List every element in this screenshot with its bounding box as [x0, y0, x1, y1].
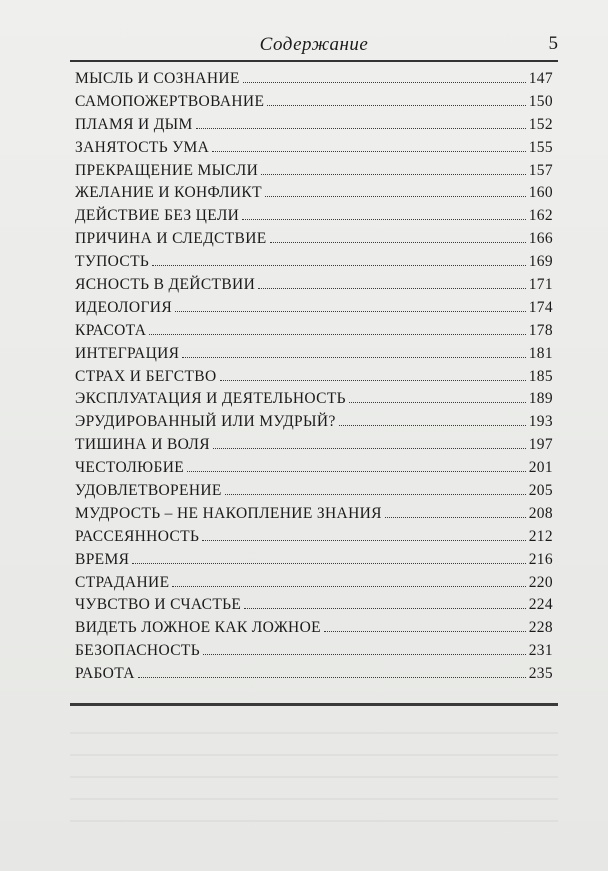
toc-entry-page: 212 [528, 527, 553, 545]
header-divider [70, 60, 558, 62]
toc-entry-page: 174 [528, 298, 553, 316]
toc-entry [75, 642, 553, 665]
toc-entry-page: 171 [528, 276, 553, 294]
bottom-divider [70, 703, 558, 706]
toc-entry-page: 169 [528, 253, 553, 271]
toc-entry-title: ДЕЙСТВИЕ БЕЗ ЦЕЛИ [75, 207, 240, 225]
toc-entry-page: 216 [528, 550, 553, 568]
toc-entry [75, 436, 553, 459]
toc-entry [75, 574, 553, 597]
page-title: Содержание [259, 34, 369, 55]
toc-entry [75, 253, 553, 276]
toc-entry-title: ТИШИНА И ВОЛЯ [75, 436, 210, 454]
toc-entry-title: УДОВЛЕТВОРЕНИЕ [75, 482, 222, 500]
dot-leader [182, 357, 525, 358]
toc-entry [75, 551, 553, 574]
toc-entry-title: РАБОТА [75, 665, 135, 683]
dot-leader [203, 654, 526, 655]
toc-entry-page: 189 [528, 390, 553, 408]
dot-leader [172, 586, 525, 587]
toc-entry [75, 299, 553, 322]
toc-entry-title: ИНТЕГРАЦИЯ [75, 344, 180, 362]
toc-entry-page: 160 [528, 184, 553, 202]
toc-entry-title: СТРАХ И БЕГСТВО [75, 367, 217, 385]
toc-entry-page: 220 [528, 573, 553, 591]
toc-entry-page: 231 [528, 642, 553, 660]
dot-leader [213, 448, 526, 449]
toc-entry [75, 619, 553, 642]
toc-entry [75, 596, 553, 619]
toc-entry [75, 390, 553, 413]
page-number: 5 [548, 33, 558, 54]
toc-entry-title: СТРАДАНИЕ [75, 573, 170, 591]
dot-leader [349, 402, 526, 403]
toc-entry-title: ЖЕЛАНИЕ И КОНФЛИКТ [75, 184, 262, 202]
dot-leader [225, 494, 526, 495]
toc-entry-title: КРАСОТА [75, 321, 147, 339]
dot-leader [152, 265, 526, 266]
dot-leader [258, 288, 526, 289]
dot-leader [385, 517, 526, 518]
dot-leader [261, 174, 525, 175]
toc-entry-page: 185 [528, 367, 553, 385]
toc-entry-title: МУДРОСТЬ – НЕ НАКОПЛЕНИЕ ЗНАНИЯ [75, 504, 382, 522]
toc-entry [75, 459, 553, 482]
toc-entry-page: 178 [528, 321, 553, 339]
toc-entry [75, 368, 553, 391]
toc-entry [75, 345, 553, 368]
toc-entry-title: ЧЕСТОЛЮБИЕ [75, 459, 185, 477]
toc-entry-page: 147 [528, 70, 553, 87]
toc-entry [75, 184, 553, 207]
dot-leader [242, 219, 525, 220]
dot-leader [244, 608, 525, 609]
dot-leader [243, 82, 526, 83]
toc-entry [75, 162, 553, 185]
toc-entry [75, 528, 553, 551]
dot-leader [202, 540, 525, 541]
toc-entry-title: ПРЕКРАЩЕНИЕ МЫСЛИ [75, 161, 259, 179]
dot-leader [339, 425, 526, 426]
dot-leader [265, 196, 526, 197]
toc-entry-page: 166 [528, 230, 553, 248]
dot-leader [220, 380, 526, 381]
toc-entry-title: МЫСЛЬ И СОЗНАНИЕ [75, 70, 240, 87]
toc-entry-title: ВРЕМЯ [75, 550, 130, 568]
running-header [70, 30, 558, 60]
toc-entry [75, 413, 553, 436]
toc-entry-page: 228 [528, 619, 553, 637]
toc-entry-title: ИДЕОЛОГИЯ [75, 298, 173, 316]
toc-entry-title: ЯСНОСТЬ В ДЕЙСТВИИ [75, 276, 256, 294]
toc-entry-page: 235 [528, 665, 553, 683]
toc-entry-title: САМОПОЖЕРТВОВАНИЕ [75, 92, 265, 110]
toc-entry-page: 150 [528, 92, 553, 110]
toc-entry [75, 116, 553, 139]
toc-entry-page: 205 [528, 482, 553, 500]
toc-entry-page: 155 [528, 138, 553, 156]
toc-entry-page: 224 [528, 596, 553, 614]
toc-entry [75, 70, 553, 93]
toc-entry-page: 157 [528, 161, 553, 179]
dot-leader [175, 311, 526, 312]
dot-leader [212, 151, 525, 152]
dot-leader [324, 631, 526, 632]
toc-entry-page: 162 [528, 207, 553, 225]
toc-entry-page: 201 [528, 459, 553, 477]
toc-entry-title: ЗАНЯТОСТЬ УМА [75, 138, 210, 156]
toc-entry [75, 230, 553, 253]
toc-entry-title: РАССЕЯННОСТЬ [75, 527, 200, 545]
toc-entry [75, 322, 553, 345]
table-of-contents [75, 70, 553, 688]
toc-entry-title: ПЛАМЯ И ДЫМ [75, 115, 193, 133]
toc-entry [75, 276, 553, 299]
toc-entry [75, 665, 553, 688]
toc-entry [75, 505, 553, 528]
toc-entry-page: 152 [528, 115, 553, 133]
toc-entry-page: 197 [528, 436, 553, 454]
toc-entry-title: ВИДЕТЬ ЛОЖНОЕ КАК ЛОЖНОЕ [75, 619, 321, 637]
dot-leader [132, 563, 525, 564]
dot-leader [138, 677, 526, 678]
toc-entry-title: ЧУВСТВО И СЧАСТЬЕ [75, 596, 242, 614]
toc-entry-page: 181 [528, 344, 553, 362]
toc-entry [75, 482, 553, 505]
toc-entry [75, 139, 553, 162]
dot-leader [187, 471, 526, 472]
toc-entry-title: ТУПОСТЬ [75, 253, 150, 271]
toc-entry-title: ПРИЧИНА И СЛЕДСТВИЕ [75, 230, 267, 248]
toc-entry-page: 193 [528, 413, 553, 431]
dot-leader [149, 334, 525, 335]
toc-entry-title: БЕЗОПАСНОСТЬ [75, 642, 200, 660]
toc-entry-title: ЭРУДИРОВАННЫЙ ИЛИ МУДРЫЙ? [75, 413, 336, 431]
toc-entry-page: 208 [528, 504, 553, 522]
toc-entry [75, 207, 553, 230]
dot-leader [270, 242, 526, 243]
dot-leader [267, 105, 525, 106]
dot-leader [196, 128, 526, 129]
toc-entry [75, 93, 553, 116]
bleed-through-area [70, 712, 558, 842]
toc-entry-title: ЭКСПЛУАТАЦИЯ И ДЕЯТЕЛЬНОСТЬ [75, 390, 346, 408]
